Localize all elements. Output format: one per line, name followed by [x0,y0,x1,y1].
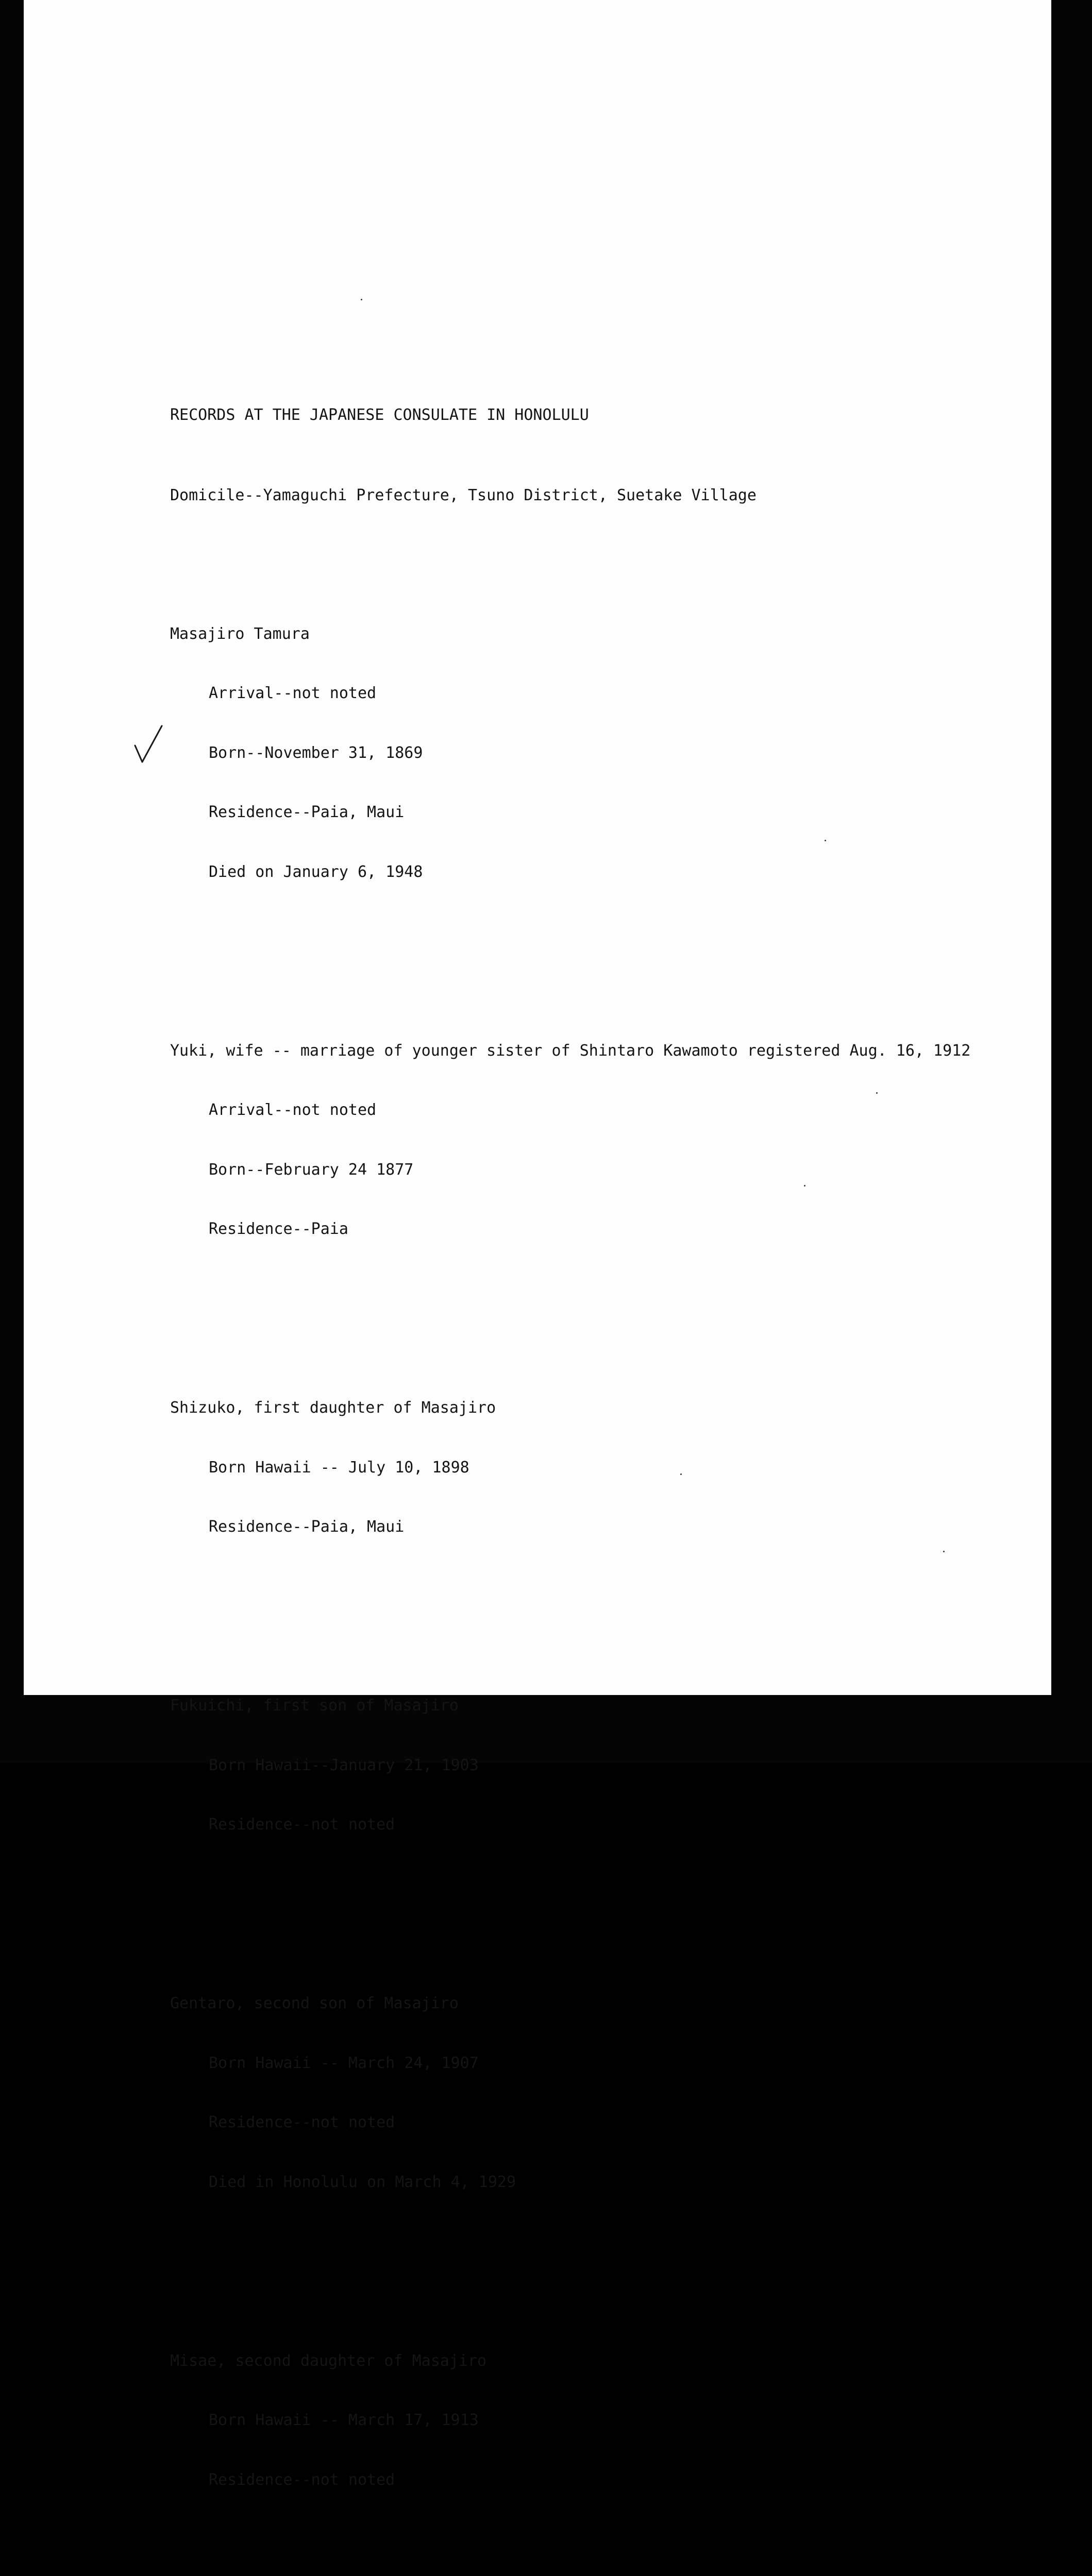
scan-speck [361,299,362,300]
entry-detail: Residence--Paia [209,1220,348,1238]
record-entry [170,1359,970,1577]
document-body [170,366,970,2576]
record-entry [170,1002,970,1279]
record-entry [170,585,970,922]
entry-heading: Misae, second daughter of Masajiro [170,2351,487,2370]
handwritten-checkmark-icon [131,724,167,765]
scan-speck [804,1185,805,1187]
entry-detail: Residence--not noted [209,2113,395,2131]
entry-detail: Born Hawaii -- March 17, 1913 [209,2411,479,2429]
entry-detail: Died in Honolulu on March 4, 1929 [209,2173,516,2191]
entry-detail: Born Hawaii -- July 10, 1898 [209,1458,469,1477]
entry-detail: Arrival--not noted [209,684,377,702]
entry-detail: Born Hawaii--January 21, 1903 [209,1756,479,1774]
entry-detail: Born Hawaii -- March 24, 1907 [209,2054,479,2072]
entry-detail: Arrival--not noted [209,1101,377,1119]
scan-speck [680,1473,682,1475]
entry-heading: Fukuichi, first son of Masajiro [170,1697,459,1715]
entry-detail: Died on January 6, 1948 [209,862,423,881]
scan-speck [943,1551,945,1552]
record-entry [170,2312,970,2530]
entry-detail: Born--February 24 1877 [209,1160,414,1179]
record-entry [170,1954,970,2232]
entry-detail: Residence--Paia, Maui [209,803,405,821]
scan-speck [876,1092,878,1094]
scan-edge-left [0,0,24,1764]
domicile-line: Domicile--Yamaguchi Prefecture, Tsuno District, Suetake Village [170,486,757,504]
entry-heading: Yuki, wife -- marriage of younger sister of Shintaro Kawamoto registered Aug. 16, 1912 [170,1041,971,1060]
entry-detail: Residence--Paia, Maui [209,1518,405,1536]
scan-speck [825,840,826,841]
entry-detail: Residence--not noted [209,1816,395,1834]
record-entry [170,1656,970,1875]
document-title: RECORDS AT THE JAPANESE CONSULATE IN HONOLULU [170,406,589,424]
entry-detail: Residence--not noted [209,2470,395,2489]
entry-heading: Masajiro Tamura [170,624,310,643]
entry-heading: Shizuko, first daughter of Masajiro [170,1399,496,1417]
entry-detail: Born--November 31, 1869 [209,743,423,762]
entry-heading: Gentaro, second son of Masajiro [170,1994,459,2012]
scan-edge-right [1051,0,1092,1764]
